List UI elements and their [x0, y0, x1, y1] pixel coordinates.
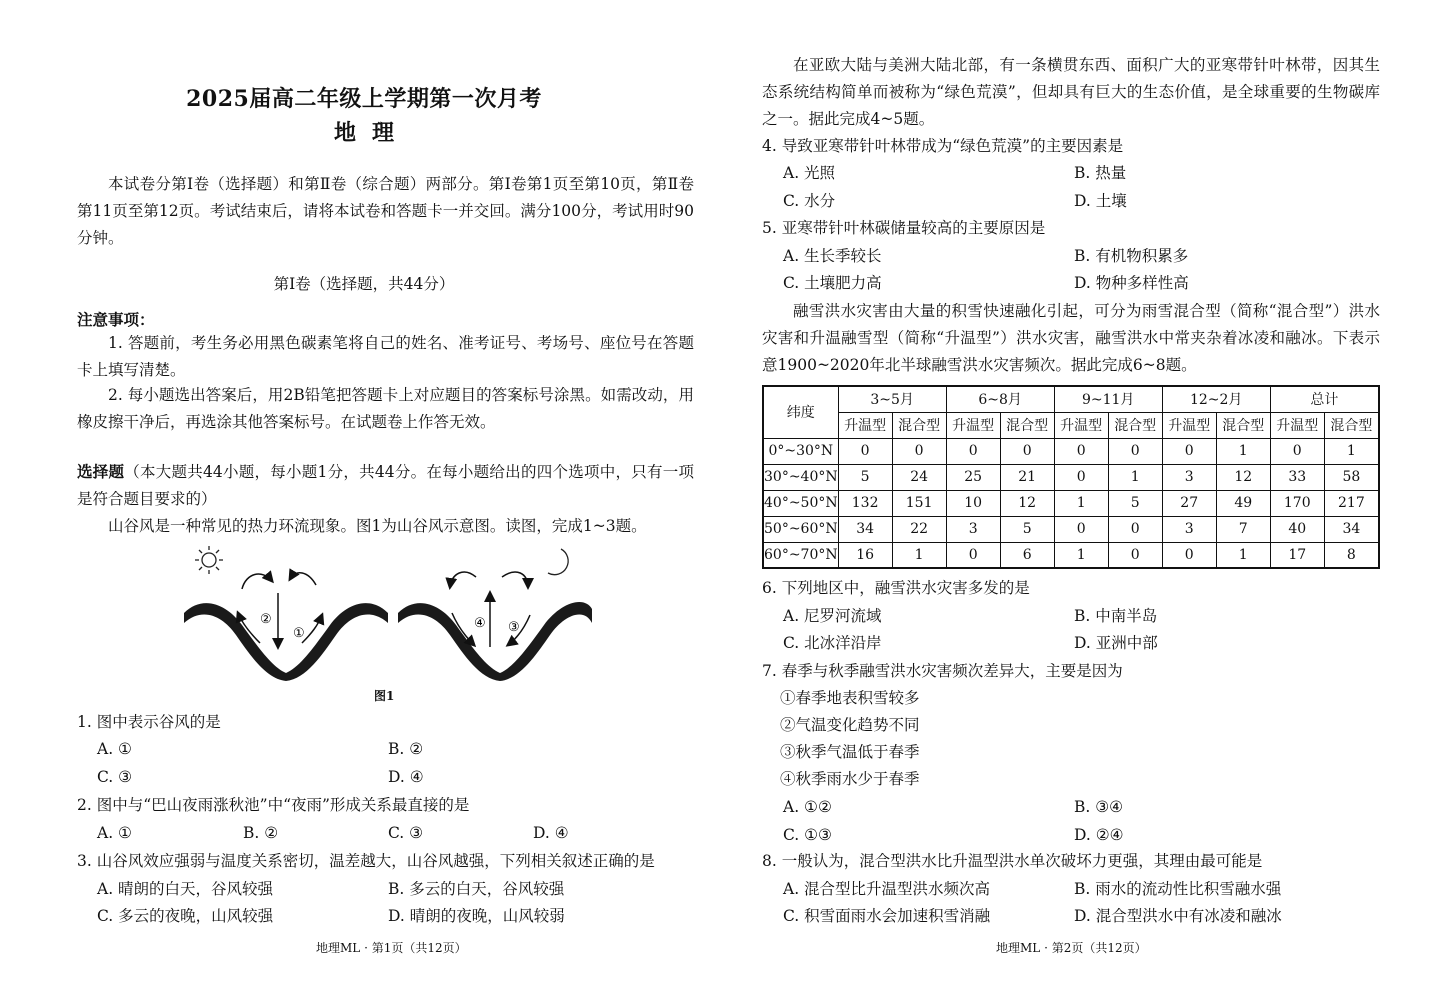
table-cell: 3: [1162, 516, 1216, 542]
question-4-stem: 4. 导致亚寒带针叶林带成为“绿色荒漠”的主要因素是: [762, 137, 1124, 155]
table-cell: 0: [1270, 438, 1324, 464]
table-cell: 0: [1162, 542, 1216, 568]
q7-statement-3: ③秋季气温低于春季: [780, 743, 920, 761]
q5-option-c: C. 土壤肥力高: [783, 274, 882, 292]
table-cell: 1: [1054, 490, 1108, 516]
notice-item-2: 2. 每小题选出答案后，用2B铅笔把答题卡上对应题目的答案标号涂黑。如需改动，用橡皮擦干净后，再选涂其他答案标号。在试题卷上作答无效。: [77, 386, 694, 431]
table-subheader: 混合型: [1108, 412, 1162, 438]
table-cell: 33: [1270, 464, 1324, 490]
table-cell: 170: [1270, 490, 1324, 516]
table-cell: 0: [1108, 438, 1162, 464]
table-group-header: 总计: [1270, 386, 1379, 412]
table-subheader: 升温型: [1054, 412, 1108, 438]
table-cell: 12: [1216, 464, 1270, 490]
table-corner-header: 纬度: [763, 386, 838, 438]
table-cell: 24: [892, 464, 946, 490]
q5-option-a: A. 生长季较长: [783, 247, 882, 265]
q1-option-b: B. ②: [388, 740, 424, 758]
q8-option-a: A. 混合型比升温型洪水频次高: [783, 880, 991, 898]
table-row-latitude: 60°~70°N: [763, 542, 838, 568]
table-row: [763, 490, 1379, 516]
table-cell: 0: [946, 542, 1000, 568]
table-cell: 1: [1324, 438, 1379, 464]
table-cell: 22: [892, 516, 946, 542]
table-cell: 5: [1108, 490, 1162, 516]
moon-icon: [548, 549, 568, 575]
question-8-stem: 8. 一般认为，混合型洪水比升温型洪水单次破坏力更强，其理由最可能是: [762, 852, 1263, 870]
exam-title: 2025届高二年级上学期第一次月考: [186, 86, 542, 112]
q6-option-d: D. 亚洲中部: [1074, 634, 1158, 652]
table-subheader-row: [763, 412, 1379, 438]
q8-option-d: D. 混合型洪水中有冰凌和融冰: [1074, 907, 1282, 925]
choice-heading: 选择题: [77, 462, 125, 481]
table-cell: 40: [1270, 516, 1324, 542]
table-cell: 0: [1054, 438, 1108, 464]
table-row-latitude: 0°~30°N: [763, 438, 838, 464]
question-6-stem: 6. 下列地区中，融雪洪水灾害多发的是: [762, 579, 1030, 597]
question-2-stem: 2. 图中与“巴山夜雨涨秋池”中“夜雨”形成关系最直接的是: [77, 796, 470, 814]
table-cell: 1: [892, 542, 946, 568]
arrow-right-top-left: [450, 572, 476, 587]
q7-statement-1: ①春季地表积雪较多: [780, 689, 920, 707]
choice-instructions: [77, 458, 694, 513]
question-5-stem: 5. 亚寒带针叶林碳储量较高的主要原因是: [762, 219, 1046, 237]
terrain-left: [184, 603, 388, 681]
exam-page-2: [728, 0, 1456, 1002]
page-footer: 地理ML · 第1页（共12页）: [316, 941, 467, 955]
stem-q1-3: 山谷风是一种常见的热力环流现象。图1为山谷风示意图。读图，完成1~3题。: [108, 517, 647, 535]
q4-option-c: C. 水分: [783, 192, 836, 210]
table-cell: 0: [838, 438, 892, 464]
q6-option-c: C. 北冰洋沿岸: [783, 634, 882, 652]
figure-caption: 图1: [374, 689, 395, 703]
q3-option-d: D. 晴朗的夜晚，山风较弱: [388, 907, 565, 925]
valley-wind-figure: [180, 543, 600, 688]
q8-option-b: B. 雨水的流动性比积雪融水强: [1074, 880, 1282, 898]
terrain-right: [398, 602, 592, 681]
table-cell: 0: [1108, 542, 1162, 568]
table-cell: 21: [1000, 464, 1054, 490]
table-cell: 10: [946, 490, 1000, 516]
table-cell: 132: [838, 490, 892, 516]
figure-label: ④: [474, 616, 486, 631]
q7-statement-2: ②气温变化趋势不同: [780, 716, 920, 734]
q1-option-c: C. ③: [97, 768, 133, 786]
q1-option-d: D. ④: [388, 768, 424, 786]
question-7-stem: 7. 春季与秋季融雪洪水灾害频次差异大，主要是因为: [762, 662, 1123, 680]
table-group-header: 6~8月: [946, 386, 1054, 412]
arrow-left-slope-right: [302, 615, 322, 643]
table-group-header: 12~2月: [1162, 386, 1270, 412]
q4-option-a: A. 光照: [783, 164, 836, 182]
table-subheader: 升温型: [838, 412, 892, 438]
table-cell: 217: [1324, 490, 1379, 516]
table-cell: 0: [1000, 438, 1054, 464]
figure-label: ②: [260, 612, 272, 627]
arrow-left-top-left: [242, 574, 272, 589]
table-cell: 0: [1054, 464, 1108, 490]
choice-description: （本大题共44小题，每小题1分，共44分。在每小题给出的四个选项中，只有一项是符合题目要求的）: [77, 463, 694, 508]
table-cell: 5: [1000, 516, 1054, 542]
table-cell: 7: [1216, 516, 1270, 542]
table-cell: 0: [1054, 516, 1108, 542]
table-cell: 0: [946, 438, 1000, 464]
q2-option-a: A. ①: [97, 824, 132, 842]
arrow-right-top-right: [502, 572, 528, 587]
section-title: 第Ⅰ卷（选择题，共44分）: [273, 275, 455, 293]
table-cell: 3: [946, 516, 1000, 542]
table-cell: 3: [1162, 464, 1216, 490]
table-group-header: 3~5月: [838, 386, 946, 412]
question-3-stem: 3. 山谷风效应强弱与温度关系密切，温差越大，山谷风越强，下列相关叙述正确的是: [77, 852, 655, 870]
table-cell: 0: [1108, 516, 1162, 542]
table-subheader: 升温型: [1162, 412, 1216, 438]
notice-heading: 注意事项：: [77, 310, 155, 329]
arrow-left-top-right: [290, 573, 316, 585]
q5-option-d: D. 物种多样性高: [1074, 274, 1189, 292]
table-subheader: 升温型: [946, 412, 1000, 438]
table-subheader: 升温型: [1270, 412, 1324, 438]
table-cell: 17: [1270, 542, 1324, 568]
table-cell: 8: [1324, 542, 1379, 568]
q4-option-b: B. 热量: [1074, 164, 1127, 182]
q4-option-d: D. 土壤: [1074, 192, 1127, 210]
q7-option-b: B. ③④: [1074, 798, 1124, 816]
table-cell: 58: [1324, 464, 1379, 490]
q3-option-b: B. 多云的白天，谷风较强: [388, 880, 565, 898]
q3-option-a: A. 晴朗的白天，谷风较强: [97, 880, 274, 898]
q2-option-b: B. ②: [243, 824, 279, 842]
table-group-header: 9~11月: [1054, 386, 1162, 412]
figure-label: ③: [508, 620, 520, 635]
table-cell: 151: [892, 490, 946, 516]
intro-paragraph: 本试卷分第Ⅰ卷（选择题）和第Ⅱ卷（综合题）两部分。第Ⅰ卷第1页至第10页，第Ⅱ卷第11页至第12页。考试结束后，请将本试卷和答题卡一并交回。满分100分，考试用时90分钟。: [77, 175, 694, 247]
table-subheader: 混合型: [1000, 412, 1054, 438]
table-subheader: 混合型: [1324, 412, 1379, 438]
stem-q6-8: 融雪洪水灾害由大量的积雪快速融化引起，可分为雨雪混合型（简称“混合型”）洪水灾害和升温融雪型（简称“升温型”）洪水灾害，融雪洪水中常夹杂着冰凌和融冰。下表示意1900~2020年北半球融雪洪水灾害频次。据此完成6~8题。: [762, 302, 1380, 374]
table-cell: 16: [838, 542, 892, 568]
table-cell: 12: [1000, 490, 1054, 516]
table-row: [763, 464, 1379, 490]
table-cell: 34: [838, 516, 892, 542]
q7-option-d: D. ②④: [1074, 826, 1124, 844]
q5-option-b: B. 有机物积累多: [1074, 247, 1189, 265]
q2-option-c: C. ③: [388, 824, 424, 842]
q7-option-a: A. ①②: [783, 798, 832, 816]
table-cell: 49: [1216, 490, 1270, 516]
table-cell: 34: [1324, 516, 1379, 542]
table-row: [763, 438, 1379, 464]
q1-option-a: A. ①: [97, 740, 132, 758]
subject-title: 地理: [333, 120, 410, 146]
sun-icon: [195, 546, 223, 574]
table-cell: 5: [838, 464, 892, 490]
table-cell: 1: [1216, 438, 1270, 464]
table-header-row: [763, 386, 1379, 412]
notice-item-1: 1. 答题前，考生务必用黑色碳素笔将自己的姓名、准考证号、考场号、座位号在答题卡上填写清楚。: [77, 334, 694, 379]
table-cell: 1: [1216, 542, 1270, 568]
q7-statement-4: ④秋季雨水少于春季: [780, 770, 920, 788]
table-cell: 0: [892, 438, 946, 464]
q6-option-b: B. 中南半岛: [1074, 607, 1158, 625]
table-row-latitude: 30°~40°N: [763, 464, 838, 490]
table-cell: 27: [1162, 490, 1216, 516]
q2-option-d: D. ④: [533, 824, 569, 842]
table-row: [763, 516, 1379, 542]
figure-label: ①: [293, 626, 305, 641]
table-subheader: 混合型: [1216, 412, 1270, 438]
table-row-latitude: 50°~60°N: [763, 516, 838, 542]
flood-frequency-table: [762, 385, 1380, 569]
table-cell: 1: [1108, 464, 1162, 490]
q6-option-a: A. 尼罗河流域: [783, 607, 882, 625]
stem-q4-5: 在亚欧大陆与美洲大陆北部，有一条横贯东西、面积广大的亚寒带针叶林带，因其生态系统结构简单而被称为“绿色荒漠”，但却具有巨大的生态价值，是全球重要的生物碳库之一。据此完成4~5题。: [762, 56, 1380, 128]
q3-option-c: C. 多云的夜晚，山风较强: [97, 907, 274, 925]
table-subheader: 混合型: [892, 412, 946, 438]
question-1-stem: 1. 图中表示谷风的是: [77, 713, 221, 731]
table-row: [763, 542, 1379, 568]
table-row-latitude: 40°~50°N: [763, 490, 838, 516]
q8-option-c: C. 积雪面雨水会加速积雪消融: [783, 907, 991, 925]
page-footer: 地理ML · 第2页（共12页）: [996, 941, 1147, 955]
q7-option-c: C. ①③: [783, 826, 832, 844]
table-cell: 6: [1000, 542, 1054, 568]
table-cell: 1: [1054, 542, 1108, 568]
table-cell: 0: [1162, 438, 1216, 464]
table-cell: 25: [946, 464, 1000, 490]
